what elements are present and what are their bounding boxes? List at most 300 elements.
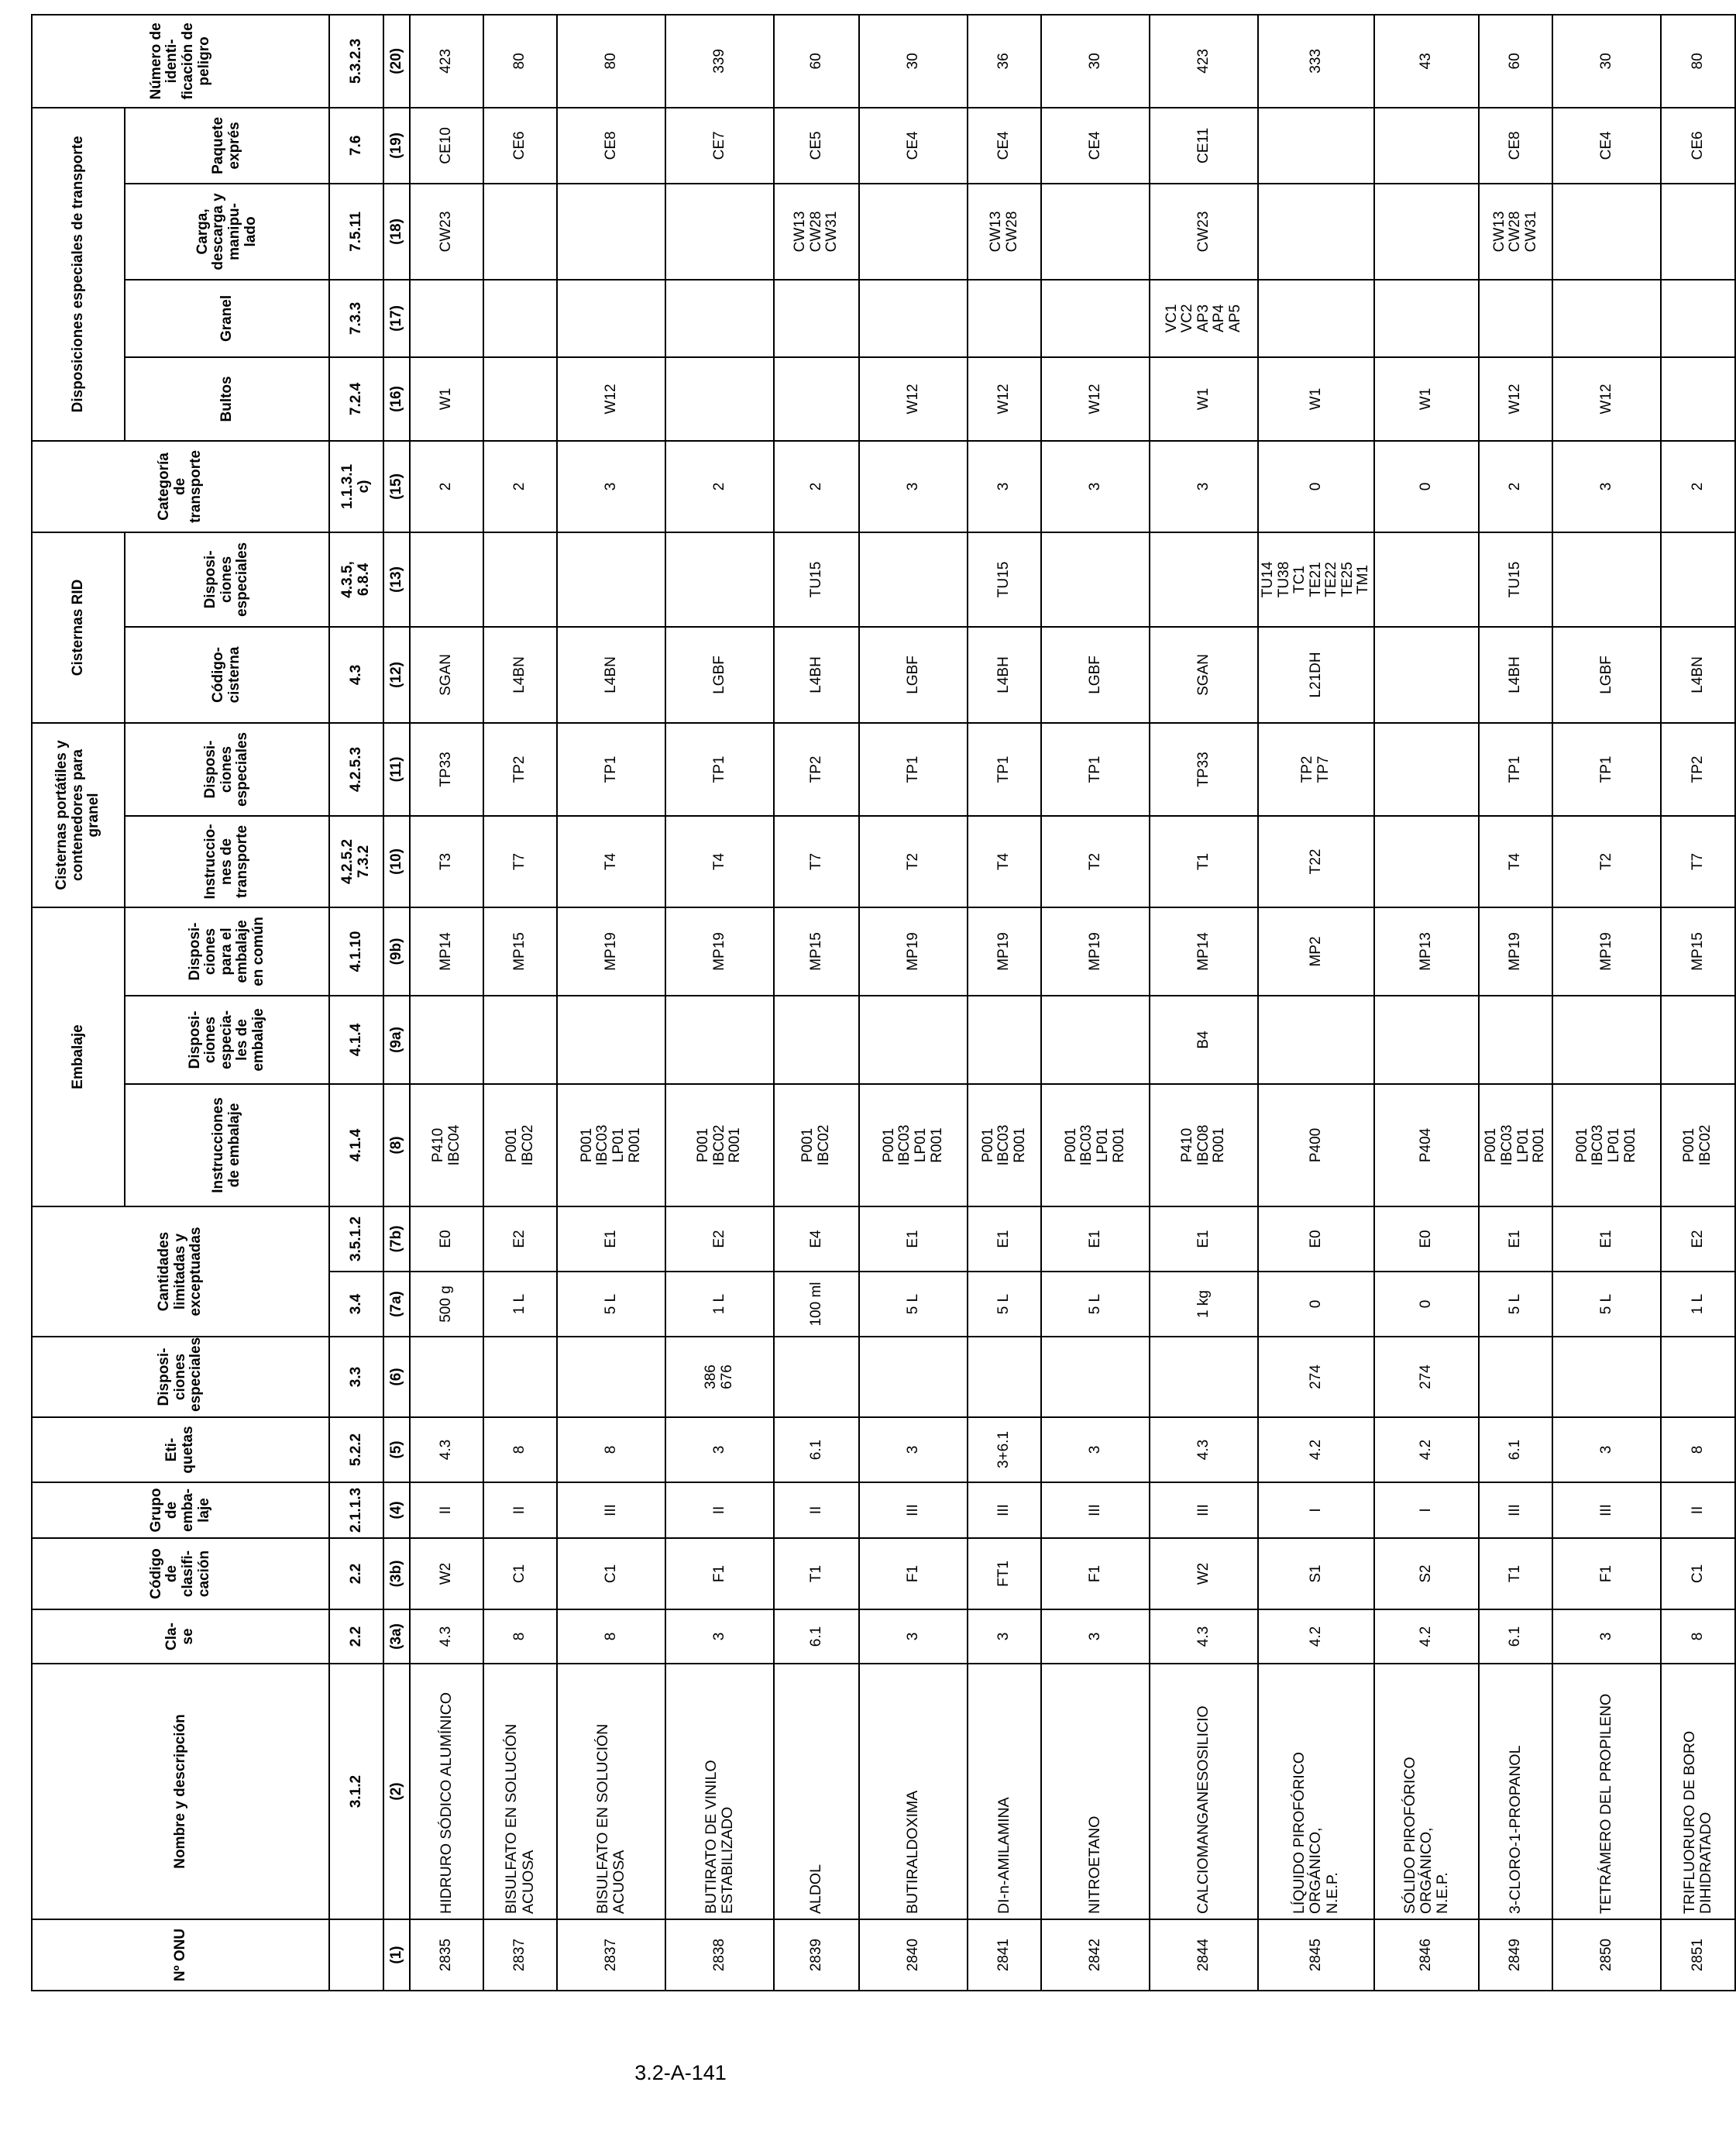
table-cell: 3 xyxy=(968,441,1041,532)
table-cell: MP13 xyxy=(1374,907,1479,996)
table-cell xyxy=(859,532,968,627)
table-cell: T1 xyxy=(774,1538,859,1609)
table-cell: T7 xyxy=(774,816,859,907)
table-cell xyxy=(1041,996,1150,1084)
reference-cell: 3.4 xyxy=(329,1272,383,1337)
table-cell: P001 IBC03 LP01 R001 xyxy=(1041,1084,1150,1206)
table-cell: 0 xyxy=(1258,441,1374,532)
table-cell: L4BH xyxy=(774,627,859,723)
table-cell xyxy=(1150,1337,1258,1417)
table-cell: 80 xyxy=(557,15,665,108)
table-cell: 3 xyxy=(1041,1609,1150,1664)
table-cell: 3 xyxy=(859,441,968,532)
table-cell xyxy=(1374,816,1479,907)
table-cell xyxy=(774,996,859,1084)
substance-name-cell: BISULFATO EN SOLUCIÓN ACUOSA xyxy=(483,1664,557,1919)
table-cell: L4BH xyxy=(968,627,1041,723)
table-cell: LGBF xyxy=(1041,627,1150,723)
table-cell xyxy=(1552,532,1661,627)
table-cell: E1 xyxy=(1552,1206,1661,1272)
table-cell: 6.1 xyxy=(1479,1417,1552,1482)
table-cell: W1 xyxy=(410,357,483,441)
header-tank-code: Código- cisterna xyxy=(125,627,329,723)
table-cell xyxy=(1374,627,1479,723)
table-cell xyxy=(1258,184,1374,280)
table-cell: III xyxy=(557,1482,665,1538)
table-cell xyxy=(665,280,774,357)
table-cell xyxy=(1552,1337,1661,1417)
header-class: Cla- se xyxy=(32,1609,329,1664)
table-cell: 80 xyxy=(483,15,557,108)
table-cell: P001 IBC02 xyxy=(774,1084,859,1206)
table-cell xyxy=(1041,1337,1150,1417)
table-cell: T3 xyxy=(410,816,483,907)
reference-cell: 7.5.11 xyxy=(329,184,383,280)
table-cell: L4BN xyxy=(483,627,557,723)
header-labels: Eti- quetas xyxy=(32,1417,329,1482)
table-cell: TP2 xyxy=(774,723,859,816)
substance-name-cell: BISULFATO EN SOLUCIÓN ACUOSA xyxy=(557,1664,665,1919)
table-cell: C1 xyxy=(1661,1538,1735,1609)
table-cell: T4 xyxy=(968,816,1041,907)
table-cell xyxy=(665,996,774,1084)
table-cell xyxy=(410,1337,483,1417)
table-cell: 0 xyxy=(1374,441,1479,532)
un-number-cell: 2837 xyxy=(483,1919,557,1991)
table-cell: T2 xyxy=(859,816,968,907)
table-cell: MP19 xyxy=(859,907,968,996)
header-rid-special: Disposi- ciones especiales xyxy=(125,532,329,627)
table-cell: L4BN xyxy=(557,627,665,723)
reference-cell: 7.2.4 xyxy=(329,357,383,441)
table-cell: T7 xyxy=(1661,816,1735,907)
table-cell xyxy=(1374,532,1479,627)
table-cell: W2 xyxy=(1150,1538,1258,1609)
table-cell xyxy=(968,996,1041,1084)
table-cell: 3 xyxy=(1041,441,1150,532)
table-cell: 8 xyxy=(557,1609,665,1664)
table-cell: E4 xyxy=(774,1206,859,1272)
reference-cell: 4.2.5.2 7.3.2 xyxy=(329,816,383,907)
table-cell: 8 xyxy=(483,1609,557,1664)
column-number-cell: (16) xyxy=(383,357,410,441)
column-number-cell: (9a) xyxy=(383,996,410,1084)
table-cell: 6.1 xyxy=(774,1417,859,1482)
column-number-cell: (19) xyxy=(383,108,410,184)
column-number-cell: (20) xyxy=(383,15,410,108)
table-cell: CE7 xyxy=(665,108,774,184)
table-cell: W1 xyxy=(1258,357,1374,441)
table-cell: 5 L xyxy=(859,1272,968,1337)
un-number-cell: 2851 xyxy=(1661,1919,1735,1991)
column-number-row xyxy=(383,15,410,1991)
table-cell: C1 xyxy=(483,1538,557,1609)
table-cell: CW13 CW28 xyxy=(968,184,1041,280)
table-cell: 8 xyxy=(1661,1417,1735,1482)
table-cell: 5 L xyxy=(1041,1272,1150,1337)
table-cell: 1 L xyxy=(665,1272,774,1337)
table-cell: CW23 xyxy=(1150,184,1258,280)
table-cell: 4.2 xyxy=(1374,1417,1479,1482)
table-cell: 30 xyxy=(1041,15,1150,108)
table-cell: 3 xyxy=(1552,1609,1661,1664)
table-cell: TP1 xyxy=(968,723,1041,816)
table-cell xyxy=(665,532,774,627)
substance-name-cell: DI-n-AMILAMINA xyxy=(968,1664,1041,1919)
rotated-content xyxy=(31,15,1714,1991)
reference-cell: 7.3.3 xyxy=(329,280,383,357)
reference-cell xyxy=(329,1919,383,1991)
table-cell: 5 L xyxy=(1479,1272,1552,1337)
table-cell: 0 xyxy=(1258,1272,1374,1337)
table-cell: L4BN xyxy=(1661,627,1735,723)
table-row xyxy=(968,15,1041,1991)
table-row xyxy=(1258,15,1374,1991)
table-cell: 60 xyxy=(774,15,859,108)
table-cell: CW13 CW28 CW31 xyxy=(774,184,859,280)
table-cell: 423 xyxy=(1150,15,1258,108)
table-cell xyxy=(1374,184,1479,280)
table-cell: TP2 xyxy=(483,723,557,816)
table-cell xyxy=(410,996,483,1084)
table-cell: E2 xyxy=(1661,1206,1735,1272)
table-cell: 4.2 xyxy=(1374,1609,1479,1664)
substance-name-cell: TETRÁMERO DEL PROPILENO xyxy=(1552,1664,1661,1919)
table-cell xyxy=(557,996,665,1084)
table-cell xyxy=(774,1337,859,1417)
table-cell: F1 xyxy=(859,1538,968,1609)
header-express: Paquete exprés xyxy=(125,108,329,184)
table-cell xyxy=(1150,532,1258,627)
reference-cell: 2.2 xyxy=(329,1609,383,1664)
table-cell: 2 xyxy=(774,441,859,532)
table-cell: MP19 xyxy=(665,907,774,996)
table-body xyxy=(410,15,1735,1991)
table-cell: 3 xyxy=(557,441,665,532)
header-mixed-packing: Disposi- ciones para el embalaje en común xyxy=(125,907,329,996)
substance-name-cell: TRIFLUORURO DE BORO DIHIDRATADO xyxy=(1661,1664,1735,1919)
table-cell xyxy=(557,184,665,280)
table-cell: TP1 xyxy=(1041,723,1150,816)
table-cell: MP19 xyxy=(968,907,1041,996)
table-cell xyxy=(483,1337,557,1417)
table-cell xyxy=(1552,184,1661,280)
table-cell: 60 xyxy=(1479,15,1552,108)
table-cell: LGBF xyxy=(1552,627,1661,723)
column-number-cell: (4) xyxy=(383,1482,410,1538)
un-number-cell: 2849 xyxy=(1479,1919,1552,1991)
table-cell xyxy=(1661,532,1735,627)
column-number-cell: (1) xyxy=(383,1919,410,1991)
table-cell xyxy=(1041,280,1150,357)
table-cell: 3 xyxy=(968,1609,1041,1664)
table-cell: TP2 TP7 xyxy=(1258,723,1374,816)
table-cell: 2 xyxy=(1661,441,1735,532)
table-cell: 36 xyxy=(968,15,1041,108)
header-classification-code: Código de clasifi- cación xyxy=(32,1538,329,1609)
table-cell xyxy=(1258,108,1374,184)
table-row xyxy=(1552,15,1661,1991)
table-cell: P001 IBC03 LP01 R001 xyxy=(1479,1084,1552,1206)
table-cell: 4.3 xyxy=(1150,1417,1258,1482)
table-cell: 30 xyxy=(859,15,968,108)
table-cell xyxy=(1661,1337,1735,1417)
table-cell xyxy=(1374,996,1479,1084)
table-cell: E1 xyxy=(1479,1206,1552,1272)
table-cell: E1 xyxy=(557,1206,665,1272)
table-cell: FT1 xyxy=(968,1538,1041,1609)
table-cell: MP14 xyxy=(410,907,483,996)
table-cell: S1 xyxy=(1258,1538,1374,1609)
column-number-cell: (3a) xyxy=(383,1609,410,1664)
table-cell: TP1 xyxy=(1552,723,1661,816)
table-cell: II xyxy=(483,1482,557,1538)
table-cell xyxy=(774,280,859,357)
table-cell: CE4 xyxy=(968,108,1041,184)
table-cell: MP15 xyxy=(774,907,859,996)
dangerous-goods-table xyxy=(31,14,1736,1991)
header-loading: Carga, descarga y manipu- lado xyxy=(125,184,329,280)
table-cell: E0 xyxy=(410,1206,483,1272)
table-cell: III xyxy=(1150,1482,1258,1538)
table-cell xyxy=(1374,280,1479,357)
table-cell: E2 xyxy=(665,1206,774,1272)
table-cell xyxy=(1479,996,1552,1084)
table-cell: CE11 xyxy=(1150,108,1258,184)
table-cell xyxy=(483,184,557,280)
reference-cell: 4.3.5, 6.8.4 xyxy=(329,532,383,627)
table-cell: CE4 xyxy=(1041,108,1150,184)
table-cell: 80 xyxy=(1661,15,1735,108)
table-cell: TP1 xyxy=(557,723,665,816)
table-cell: B4 xyxy=(1150,996,1258,1084)
table-cell xyxy=(665,357,774,441)
table-cell: W12 xyxy=(1479,357,1552,441)
table-row xyxy=(1479,15,1552,1991)
table-cell: 30 xyxy=(1552,15,1661,108)
table-cell: TU15 xyxy=(774,532,859,627)
table-cell: T1 xyxy=(1150,816,1258,907)
header-name: Nombre y descripción xyxy=(32,1664,329,1919)
table-cell xyxy=(483,357,557,441)
column-number-cell: (7a) xyxy=(383,1272,410,1337)
table-cell xyxy=(483,280,557,357)
table-cell: 2 xyxy=(410,441,483,532)
table-cell: III xyxy=(1479,1482,1552,1538)
table-cell xyxy=(859,280,968,357)
column-number-cell: (13) xyxy=(383,532,410,627)
table-cell: II xyxy=(774,1482,859,1538)
table-cell xyxy=(1479,1337,1552,1417)
table-cell: T4 xyxy=(665,816,774,907)
reference-cell: 5.2.2 xyxy=(329,1417,383,1482)
table-cell: MP19 xyxy=(1479,907,1552,996)
substance-name-cell: BUTIRALDOXIMA xyxy=(859,1664,968,1919)
un-number-cell: 2844 xyxy=(1150,1919,1258,1991)
table-cell: F1 xyxy=(1041,1538,1150,1609)
table-cell: II xyxy=(410,1482,483,1538)
column-number-cell: (15) xyxy=(383,441,410,532)
table-cell: III xyxy=(968,1482,1041,1538)
reference-cell: 7.6 xyxy=(329,108,383,184)
table-cell: 4.3 xyxy=(1150,1609,1258,1664)
table-cell: 4.2 xyxy=(1258,1417,1374,1482)
table-cell: P001 IBC03 R001 xyxy=(968,1084,1041,1206)
table-cell: SGAN xyxy=(410,627,483,723)
table-cell: E0 xyxy=(1258,1206,1374,1272)
table-cell: 3 xyxy=(1552,1417,1661,1482)
table-cell: 1 L xyxy=(483,1272,557,1337)
table-cell: T22 xyxy=(1258,816,1374,907)
un-number-cell: 2835 xyxy=(410,1919,483,1991)
table-cell: CE4 xyxy=(1552,108,1661,184)
table-cell: TU14 TU38 TC1 TE21 TE22 TE25 TM1 xyxy=(1258,532,1374,627)
reference-cell: 1.1.3.1 c) xyxy=(329,441,383,532)
table-cell xyxy=(1479,280,1552,357)
header-un-number: Nº ONU xyxy=(32,1919,329,1991)
un-number-cell: 2845 xyxy=(1258,1919,1374,1991)
table-cell: P410 IBC04 xyxy=(410,1084,483,1206)
table-cell: 500 g xyxy=(410,1272,483,1337)
table-cell: 8 xyxy=(483,1417,557,1482)
table-cell: T2 xyxy=(1041,816,1150,907)
substance-name-cell: HIDRURO SÓDICO ALUMÍNICO xyxy=(410,1664,483,1919)
table-cell: W12 xyxy=(859,357,968,441)
table-cell: TP1 xyxy=(665,723,774,816)
table-cell: CE6 xyxy=(1661,108,1735,184)
column-number-cell: (8) xyxy=(383,1084,410,1206)
table-cell: 333 xyxy=(1258,15,1374,108)
table-cell: 3 xyxy=(1041,1417,1150,1482)
table-cell: E1 xyxy=(968,1206,1041,1272)
reference-cell: 3.5.1.2 xyxy=(329,1206,383,1272)
table-cell: P001 IBC02 xyxy=(1661,1084,1735,1206)
table-cell: W12 xyxy=(1041,357,1150,441)
table-cell: W12 xyxy=(1552,357,1661,441)
reference-cell: 4.2.5.3 xyxy=(329,723,383,816)
table-cell: P001 IBC03 LP01 R001 xyxy=(557,1084,665,1206)
substance-name-cell: ALDOL xyxy=(774,1664,859,1919)
table-cell: 3 xyxy=(859,1609,968,1664)
table-cell: 4.3 xyxy=(410,1417,483,1482)
table-cell: 6.1 xyxy=(1479,1609,1552,1664)
table-cell: 1 kg xyxy=(1150,1272,1258,1337)
table-row xyxy=(1374,15,1479,1991)
table-cell: CW13 CW28 CW31 xyxy=(1479,184,1552,280)
reference-cell: 3.1.2 xyxy=(329,1664,383,1919)
header-packaging: Embalaje xyxy=(32,907,125,1206)
table-cell: F1 xyxy=(1552,1538,1661,1609)
un-number-cell: 2840 xyxy=(859,1919,968,1991)
table-cell: TP1 xyxy=(1479,723,1552,816)
table-cell: 1 L xyxy=(1661,1272,1735,1337)
un-number-cell: 2842 xyxy=(1041,1919,1150,1991)
table-cell: 8 xyxy=(1661,1609,1735,1664)
header-row-top xyxy=(32,15,125,1991)
column-number-cell: (2) xyxy=(383,1664,410,1919)
table-cell: P410 IBC08 R001 xyxy=(1150,1084,1258,1206)
table-cell: P001 IBC02 R001 xyxy=(665,1084,774,1206)
table-cell xyxy=(1258,280,1374,357)
table-cell: MP15 xyxy=(483,907,557,996)
table-cell: LGBF xyxy=(859,627,968,723)
table-cell: 3 xyxy=(1150,441,1258,532)
table-cell: T4 xyxy=(557,816,665,907)
table-cell xyxy=(1661,184,1735,280)
table-cell xyxy=(859,996,968,1084)
table-cell: C1 xyxy=(557,1538,665,1609)
table-cell: 3 xyxy=(859,1417,968,1482)
table-cell xyxy=(1661,357,1735,441)
table-cell: 386 676 xyxy=(665,1337,774,1417)
header-packing-group: Grupo de emba- laje xyxy=(32,1482,329,1538)
table-cell: CE6 xyxy=(483,108,557,184)
table-cell: 3 xyxy=(665,1417,774,1482)
table-cell xyxy=(557,1337,665,1417)
table-cell: T1 xyxy=(1479,1538,1552,1609)
table-cell xyxy=(1661,996,1735,1084)
table-cell: I xyxy=(1258,1482,1374,1538)
table-cell: MP19 xyxy=(557,907,665,996)
column-number-cell: (6) xyxy=(383,1337,410,1417)
table-cell xyxy=(1374,108,1479,184)
table-cell xyxy=(968,280,1041,357)
table-cell: P400 xyxy=(1258,1084,1374,1206)
column-number-cell: (18) xyxy=(383,184,410,280)
table-cell: MP15 xyxy=(1661,907,1735,996)
table-cell: F1 xyxy=(665,1538,774,1609)
table-cell: 6.1 xyxy=(774,1609,859,1664)
column-number-cell: (10) xyxy=(383,816,410,907)
table-cell: III xyxy=(1041,1482,1150,1538)
table-cell xyxy=(483,532,557,627)
un-number-cell: 2850 xyxy=(1552,1919,1661,1991)
table-cell: 274 xyxy=(1374,1337,1479,1417)
header-limited-quantities: Cantidades limitadas y exceptuadas xyxy=(32,1206,329,1337)
table-cell: 4.2 xyxy=(1258,1609,1374,1664)
table-cell: 5 L xyxy=(968,1272,1041,1337)
table-cell xyxy=(968,1337,1041,1417)
table-cell: P404 xyxy=(1374,1084,1479,1206)
table-cell: TP2 xyxy=(1661,723,1735,816)
table-cell: TU15 xyxy=(1479,532,1552,627)
table-cell: 43 xyxy=(1374,15,1479,108)
header-packing-instructions: Instrucciones de embalaje xyxy=(125,1084,329,1206)
header-portable-tanks: Cisternas portátiles y contenedores para granel xyxy=(32,723,125,907)
table-cell: 8 xyxy=(557,1417,665,1482)
table-cell: 274 xyxy=(1258,1337,1374,1417)
table-cell: 3+6.1 xyxy=(968,1417,1041,1482)
reference-cell: 3.3 xyxy=(329,1337,383,1417)
table-cell: 3 xyxy=(1552,441,1661,532)
table-cell xyxy=(1661,280,1735,357)
table-row xyxy=(410,15,483,1991)
un-number-cell: 2846 xyxy=(1374,1919,1479,1991)
column-number-cell: (5) xyxy=(383,1417,410,1482)
table-cell: CE5 xyxy=(774,108,859,184)
table-cell: W1 xyxy=(1150,357,1258,441)
table-cell: TP33 xyxy=(1150,723,1258,816)
un-number-cell: 2838 xyxy=(665,1919,774,1991)
table-cell: P001 IBC03 LP01 R001 xyxy=(859,1084,968,1206)
table-cell: LGBF xyxy=(665,627,774,723)
table-cell: 100 ml xyxy=(774,1272,859,1337)
table-cell: P001 IBC03 LP01 R001 xyxy=(1552,1084,1661,1206)
table-cell: I xyxy=(1374,1482,1479,1538)
table-cell: W1 xyxy=(1374,357,1479,441)
reference-cell: 4.1.4 xyxy=(329,1084,383,1206)
header-tank-instructions: Instruccio- nes de transporte xyxy=(125,816,329,907)
